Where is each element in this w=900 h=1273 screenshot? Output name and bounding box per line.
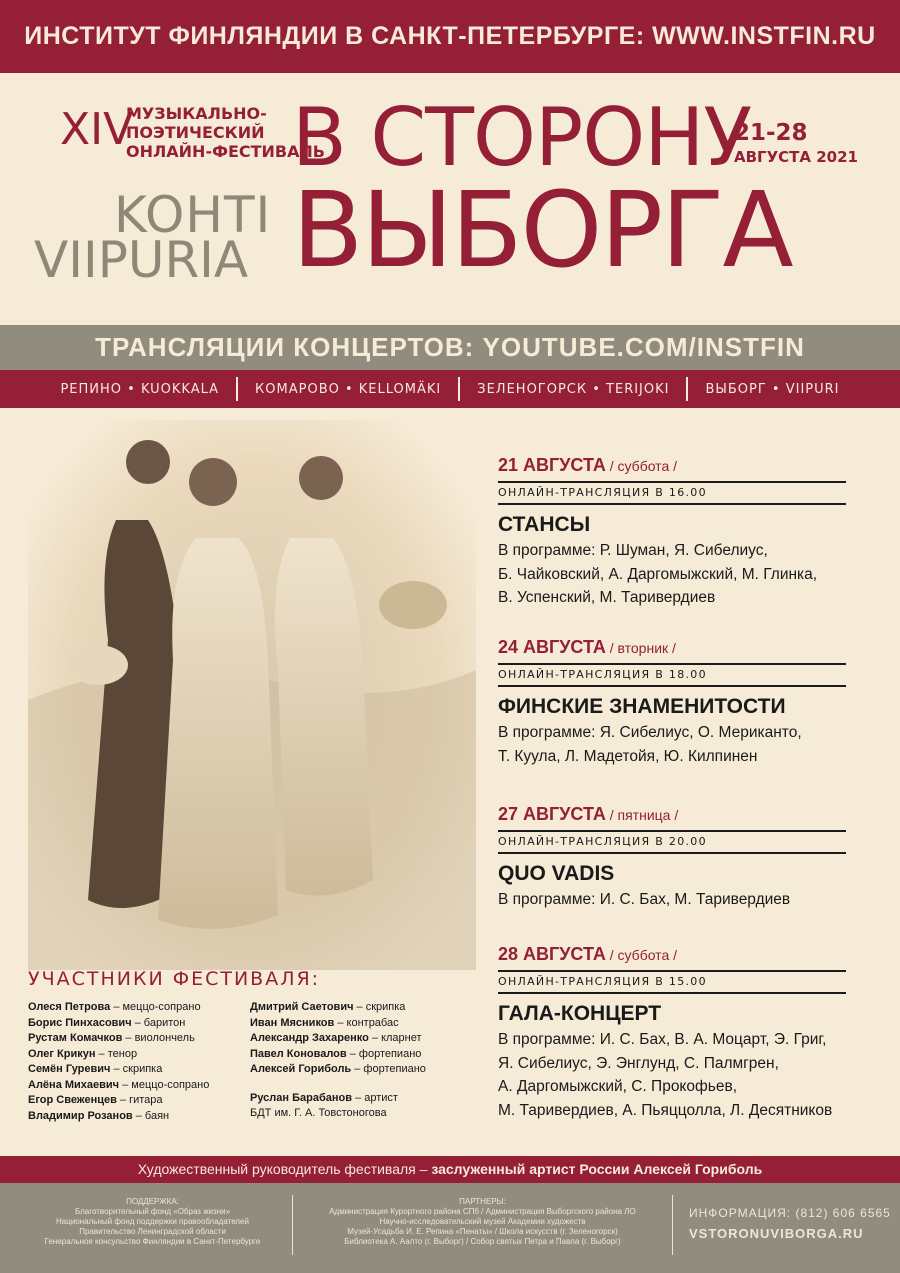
- schedule: [498, 455, 846, 1122]
- participant: Борис Пинхасович – баритон: [28, 1016, 186, 1029]
- vintage-photo-three-women: [28, 420, 476, 970]
- participant: Алёна Михаевич – меццо-сопрано: [28, 1078, 210, 1091]
- finnish-title-line-2: VIIPURIA: [34, 231, 249, 289]
- broadcast-band: ТРАНСЛЯЦИИ КОНЦЕРТОВ: YOUTUBE.COM/INSTFIN: [0, 325, 900, 370]
- event-date: 27 АВГУСТА: [498, 804, 606, 824]
- participant: Павел Коновалов – фортепиано: [250, 1047, 422, 1060]
- divider: [686, 377, 688, 401]
- event-program-line: Я. Сибелиус, Э. Энглунд, С. Палмгрен,: [498, 1054, 779, 1072]
- event-date: 24 АВГУСТА: [498, 637, 606, 657]
- event-weekday: / суббота /: [605, 458, 678, 474]
- event-program-line: В программе: И. С. Бах, М. Таривердиев: [498, 891, 791, 908]
- divider: [458, 377, 460, 401]
- event-4: [498, 944, 846, 1122]
- top-banner: ИНСТИТУТ ФИНЛЯНДИИ В САНКТ-ПЕТЕРБУРГЕ: WWW.INSTFIN.RU: [0, 0, 900, 73]
- location-komarovo: КОМАРОВО • KELLOMÄKI: [255, 381, 442, 397]
- participant: Руслан Барабанов – артист: [250, 1091, 398, 1104]
- event-program-line: А. Даргомыжский, С. Прокофьев,: [498, 1078, 738, 1095]
- event-program-line: В программе: Р. Шуман, Я. Сибелиус,: [498, 542, 768, 559]
- event-date: 21 АВГУСТА: [498, 455, 606, 475]
- edition-number: XIV: [60, 104, 134, 155]
- artistic-director-bar: Художественный руководитель фестиваля – заслуженный артист России Алексей Гориболь: [0, 1156, 900, 1183]
- participant: Семён Гуревич – скрипка: [28, 1063, 163, 1075]
- finnish-title-line-1: KOHTI: [114, 186, 272, 244]
- event-program-line: В программе: И. С. Бах, В. А. Моцарт, Э. Григ,: [498, 1031, 827, 1048]
- event-title: QUO VADIS: [498, 862, 615, 885]
- event-title: ГАЛА-КОНЦЕРТ: [498, 1002, 662, 1025]
- participant: Владимир Розанов – баян: [28, 1109, 170, 1122]
- main-title-line-1: В СТОРОНУ: [292, 91, 752, 184]
- event-program-line: Б. Чайковский, А. Даргомыжский, М. Глинка,: [498, 565, 818, 583]
- locations-bar: [0, 370, 900, 408]
- footer: [0, 1183, 900, 1273]
- participant: Рустам Комачков – виолончель: [28, 1032, 195, 1044]
- event-program-line: М. Таривердиев, А. Пьяццолла, Л. Десятников: [498, 1101, 833, 1119]
- participants-list-left: [28, 1000, 209, 1124]
- event-3: [498, 804, 846, 944]
- participants-heading: УЧАСТНИКИ ФЕСТИВАЛЯ:: [28, 968, 321, 990]
- website-link[interactable]: VSTORONUVIBORGA.RU: [689, 1226, 864, 1241]
- event-date: 28 АВГУСТА: [498, 944, 606, 964]
- location-vyborg: ВЫБОРГ • VIIPURI: [705, 381, 840, 397]
- broadcast-time: ОНЛАЙН-ТРАНСЛЯЦИЯ В 18.00: [498, 663, 846, 687]
- subtitle-line-3: ОНЛАЙН-ФЕСТИВАЛЬ: [126, 142, 325, 161]
- festival-dates: 21-28: [734, 120, 808, 146]
- support-block: ПОДДЕРЖКА: Благотворительный фонд «Образ жизни» Национальный фонд поддержки правообладателей Правительство Ленинградской области Генеральное консульство Финляндии в Санкт-Петербурге: [44, 1197, 261, 1246]
- divider: [236, 377, 238, 401]
- event-weekday: / суббота /: [605, 947, 678, 963]
- event-program-line: В программе: Я. Сибелиус, О. Мериканто,: [498, 724, 802, 741]
- event-program-line: Т. Куула, Л. Мадетойя, Ю. Килпинен: [498, 747, 758, 765]
- participant: Иван Мясников – контрабас: [250, 1016, 399, 1029]
- participant: Алексей Гориболь – фортепиано: [250, 1063, 426, 1075]
- participant-affiliation: БДТ им. Г. А. Товстоногова: [250, 1107, 387, 1119]
- participant: Олеся Петрова – меццо-сопрано: [28, 1001, 201, 1013]
- event-weekday: / пятница /: [605, 807, 679, 823]
- participant: Александр Захаренко – кларнет: [250, 1032, 422, 1044]
- divider: [672, 1195, 673, 1255]
- main-title-line-2: ВЫБОРГА: [292, 169, 792, 291]
- participants-list-right: [250, 1000, 426, 1122]
- event-program-line: В. Успенский, М. Таривердиев: [498, 589, 716, 606]
- participant: Егор Свеженцев – гитара: [28, 1094, 163, 1106]
- participant: Дмитрий Саетович – скрипка: [250, 1001, 406, 1013]
- festival-month: АВГУСТА 2021: [734, 148, 858, 166]
- event-title: ФИНСКИЕ ЗНАМЕНИТОСТИ: [498, 695, 786, 718]
- event-title: СТАНСЫ: [498, 513, 591, 536]
- event-2: [498, 637, 846, 804]
- event-1: [498, 455, 846, 637]
- location-zelenogorsk: ЗЕЛЕНОГОРСК • TERIJOKI: [477, 381, 670, 397]
- broadcast-time: ОНЛАЙН-ТРАНСЛЯЦИЯ В 16.00: [498, 481, 846, 505]
- subtitle-line-2: ПОЭТИЧЕСКИЙ: [126, 123, 265, 142]
- info-phone: ИНФОРМАЦИЯ: (812) 606 6565: [689, 1206, 891, 1220]
- divider: [292, 1195, 293, 1255]
- event-weekday: / вторник /: [605, 640, 676, 656]
- broadcast-time: ОНЛАЙН-ТРАНСЛЯЦИЯ В 20.00: [498, 830, 846, 854]
- location-repino: РЕПИНО • KUOKKALA: [60, 381, 220, 397]
- subtitle-line-1: МУЗЫКАЛЬНО-: [126, 104, 267, 123]
- broadcast-time: ОНЛАЙН-ТРАНСЛЯЦИЯ В 15.00: [498, 970, 846, 994]
- partners-block: ПАРТНЕРЫ: Администрация Курортного района СПб / Администрация Выборгского района ЛО Научно-исследовательский музей Академии художеств Музей-Усадьба И. Е. Репина «Пенаты» / Школа искусств (г. Зеленогорск) Библиотека А. Аалто (г. Выборг) / Собор святых Петра и Павла (г. Выборг): [329, 1197, 636, 1246]
- participant: Олег Крикун – тенор: [28, 1047, 138, 1060]
